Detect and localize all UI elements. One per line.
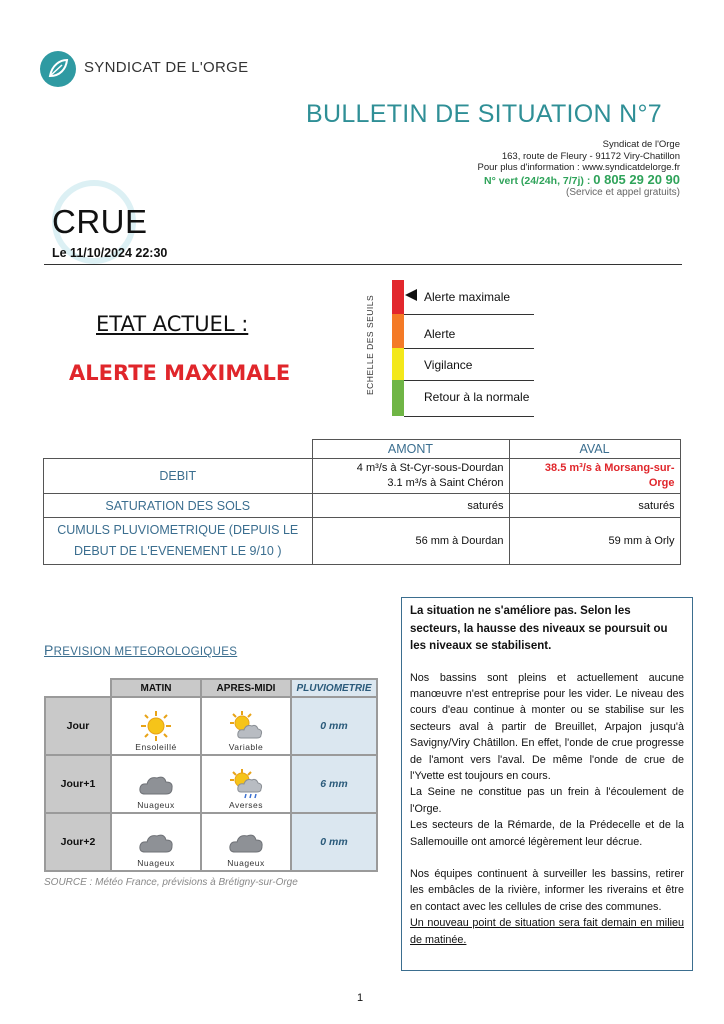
situation-paragraph: Nos bassins sont pleins et actuellement aucune manœuvre n'est entreprise pour les vider. Le niveau des cours d'eau continue à monter ou se stabilise sur les secteurs aval à partir de Breuillet, Arpajon jusqu'à Savigny/Viry Châtillon. En effet, l'onde de crue progresse de l'amont vers l'aval. De même l'onde de crue de l'Yvette est toujours en cours.	[410, 671, 684, 782]
forecast-label: Averses	[228, 800, 264, 810]
scale-item-vigilance: Vigilance	[424, 358, 473, 372]
current-level-pointer-icon	[405, 289, 417, 301]
cumuls-label-2: DEBUT DE L'EVENEMENT LE 9/10 )	[73, 544, 282, 558]
sun-cloud-icon	[227, 710, 265, 742]
situation-box	[401, 597, 693, 971]
forecast-label: Nuageux	[227, 858, 265, 868]
forecast-pluviometrie: 0 mm	[291, 697, 377, 755]
org-info: Pour plus d'information : www.syndicatdelorge.fr	[477, 162, 680, 173]
scale-item-retour-normale: Retour à la normale	[424, 390, 530, 404]
scale-line	[404, 380, 534, 381]
forecast-matin-cell	[111, 755, 201, 813]
green-number-line	[478, 171, 680, 188]
state-title: ETAT ACTUEL :	[96, 312, 249, 336]
debit-amont	[312, 459, 509, 494]
scale-line	[404, 416, 534, 417]
divider	[44, 264, 682, 265]
forecast-apres-cell	[201, 755, 291, 813]
debit-aval	[509, 459, 680, 494]
forecast-matin-cell	[111, 813, 201, 871]
forecast-label: Nuageux	[137, 858, 175, 868]
cloud-icon	[137, 828, 175, 858]
forecast-title-cap: P	[44, 642, 54, 658]
forecast-title-rest: REVISION METEOROLOGIQUES	[53, 646, 238, 658]
org-contact-block	[478, 139, 680, 199]
forecast-pluviometrie: 6 mm	[291, 755, 377, 813]
table-header-row	[44, 440, 681, 459]
page-number: 1	[357, 992, 364, 1004]
org-name: Syndicat de l'Orge	[602, 139, 680, 150]
scale-label: ECHELLE DES SEUILS	[365, 294, 375, 395]
scale-line	[404, 314, 534, 315]
col-matin: MATIN	[111, 679, 201, 697]
logo-text: SYNDICAT DE L'ORGE	[84, 59, 249, 76]
cloud-icon	[227, 828, 265, 858]
forecast-title	[44, 642, 237, 658]
table-corner	[44, 440, 313, 459]
bulletin-title: BULLETIN DE SITUATION N°7	[306, 100, 662, 128]
sols-amont: saturés	[312, 494, 509, 518]
forecast-row	[45, 697, 377, 755]
event-date: Le 11/10/2024 22:30	[52, 246, 168, 260]
forecast-row	[45, 755, 377, 813]
situation-intro: La situation ne s'améliore pas. Selon les secteurs, la hausse des niveaux se poursuit ou les niveaux se stabilisent.	[410, 605, 668, 652]
cumuls-amont: 56 mm à Dourdan	[312, 518, 509, 565]
forecast-day: Jour+1	[45, 755, 111, 813]
sols-aval: saturés	[509, 494, 680, 518]
forecast-table	[44, 678, 378, 872]
debit-aval-2: Orge	[648, 477, 675, 489]
col-apres-midi: APRES-MIDI	[201, 679, 291, 697]
forecast-corner	[45, 679, 111, 697]
cloud-icon	[137, 770, 175, 800]
forecast-header-row	[45, 679, 377, 697]
forecast-label: Ensoleillé	[135, 742, 177, 752]
scale-level-yellow	[392, 348, 404, 380]
scale-level-orange	[392, 314, 404, 348]
table-row	[44, 494, 681, 518]
forecast-row	[45, 813, 377, 871]
debit-amont-2: 3.1 m³/s à Saint Chéron	[387, 477, 504, 489]
sun-rain-icon	[227, 768, 265, 800]
table-row	[44, 518, 681, 565]
state-level: ALERTE MAXIMALE	[69, 361, 291, 385]
scale-line	[404, 348, 534, 349]
event-type: CRUE	[52, 203, 148, 240]
situation-paragraph: La Seine ne constitue pas un frein à l'écoulement de l'Orge.	[410, 786, 684, 815]
scale-bar	[392, 280, 404, 416]
forecast-matin-cell	[111, 697, 201, 755]
green-number: 0 805 29 20 90	[593, 171, 680, 187]
col-pluviometrie: PLUVIOMETRIE	[291, 679, 377, 697]
table-row	[44, 459, 681, 494]
row-label-sols: SATURATION DES SOLS	[44, 494, 313, 518]
green-label: N° vert (24/24h, 7/7j) :	[484, 174, 594, 187]
col-amont: AMONT	[312, 440, 509, 459]
debit-amont-1: 4 m³/s à St-Cyr-sous-Dourdan	[356, 462, 504, 474]
forecast-day: Jour+2	[45, 813, 111, 871]
forecast-source: SOURCE : Météo France, prévisions à Brétigny-sur-Orge	[44, 877, 298, 888]
forecast-pluviometrie: 0 mm	[291, 813, 377, 871]
col-aval: AVAL	[509, 440, 680, 459]
forecast-label: Variable	[228, 742, 264, 752]
org-address: 163, route de Fleury - 91172 Viry-Chatillon	[501, 150, 680, 162]
row-label-cumuls	[44, 518, 313, 565]
forecast-apres-cell	[201, 697, 291, 755]
situation-next-update: Un nouveau point de situation sera fait demain en milieu de matinée.	[410, 917, 684, 946]
sun-icon	[138, 710, 174, 742]
cumuls-aval: 59 mm à Orly	[509, 518, 680, 565]
debit-aval-1: 38.5 m³/s à Morsang-sur-	[544, 462, 675, 474]
situation-table	[43, 439, 681, 565]
scale-item-alerte: Alerte	[424, 327, 456, 341]
forecast-apres-cell	[201, 813, 291, 871]
scale-level-green	[392, 380, 404, 416]
service-note: (Service et appel gratuits)	[566, 187, 680, 198]
forecast-day: Jour	[45, 697, 111, 755]
scale-item-alerte-maximale: Alerte maximale	[424, 290, 511, 304]
row-label-debit: DEBIT	[44, 459, 313, 494]
situation-paragraph: Les secteurs de la Rémarde, de la Prédecelle et de la Sallemouille ont amorcé légèrement leur décrue.	[410, 819, 684, 848]
scale-level-red	[392, 280, 404, 314]
cumuls-label-1: CUMULS PLUVIOMETRIQUE (DEPUIS LE	[57, 523, 299, 537]
forecast-label: Nuageux	[137, 800, 175, 810]
situation-paragraph: Nos équipes continuent à surveiller les bassins, retirer les embâcles de la rivière, informer les riverains et être en contact avec les cellules de crise des communes.	[410, 867, 684, 913]
logo-icon	[40, 51, 76, 87]
